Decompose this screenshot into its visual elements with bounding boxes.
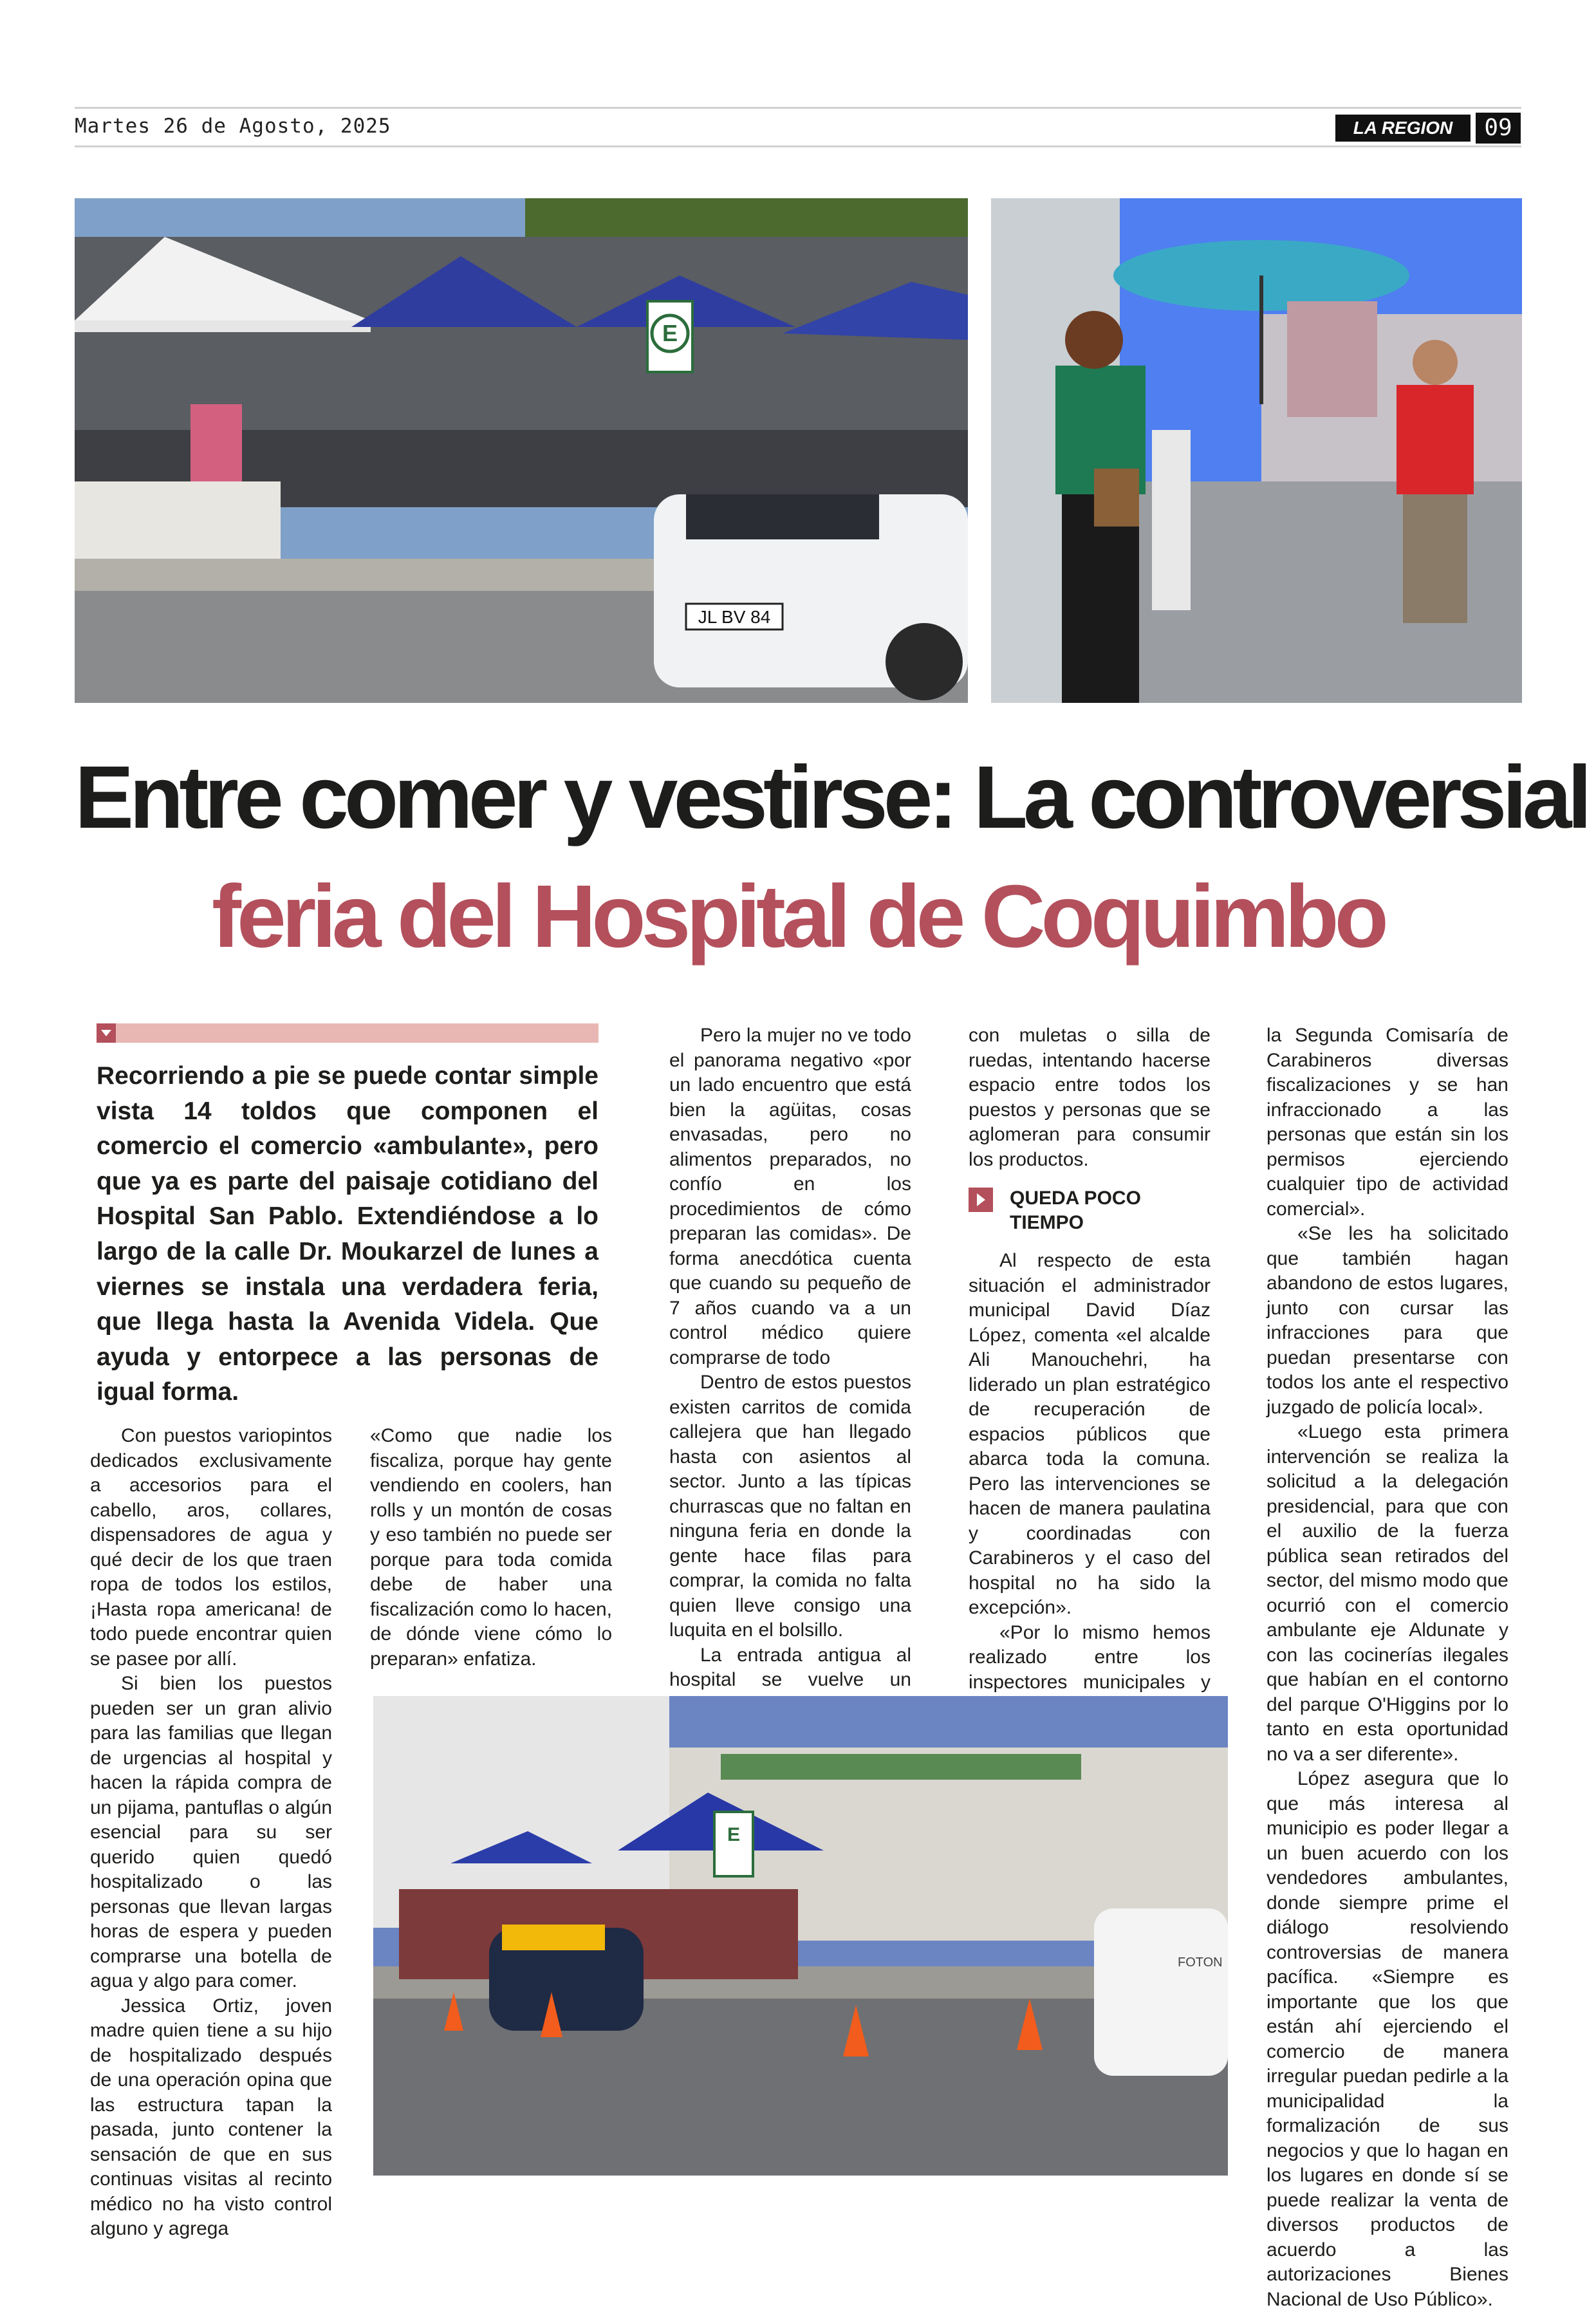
issue-date: Martes 26 de Agosto, 2025 [75,115,391,138]
lead-accent-bar [97,1023,598,1043]
paragraph: «Por lo mismo hemos realizado entre los inspectores municipales y [969,1621,1211,1693]
section-subhead [969,1186,1211,1235]
parking-sign-letter-2: E [727,1824,741,1845]
header-rule-bottom [75,145,1521,147]
headline-line-2: feria del Hospital de Coquimbo [212,867,1384,966]
page-number: 09 [1476,113,1521,144]
paragraph: Pero la mujer no ve todo el panorama negativo «por un lado encuentro que está bien la agüitas, cosas envasadas, pero no alimentos preparados, no confío en los procedimientos de cómo preparan las comidas». De forma anecdótica cuenta que cuando su pequeño de 7 años cuando va a un control médico quiere comprarse de todo [669,1025,911,1368]
paragraph: Jessica Ortiz, joven madre quien tiene a su hijo de hospitalizado después de una operación opina que las estructura tapan la pasada, junto contener la sensación de que en sus continuas visitas al recinto médico no ha visto control alguno y agrega [90,1995,332,2239]
paragraph: Si bien los puestos pueden ser un gran alivio para las familias que llegan de urgencias al hospital y hacen la rápida compra de un pijama, pantuflas o algún esencial para su ser querido quien quedó hospitalizado o las personas que llevan largas horas de espera y pueden comprarse una botella de agua y algo para comer. [90,1673,332,1991]
article-column-1 [90,1424,332,2242]
lead-marker-icon [97,1023,116,1043]
paragraph: con muletas o silla de ruedas, intentando hacerse espacio entre todos los puestos y personas que se aglomeran para consumir los productos. [969,1025,1211,1170]
paragraph: López asegura que lo que más interesa al municipio es poder llegar a un buen acuerdo con los vendedores ambulantes, donde siempre prime el diálogo resolviendo controversias de manera pacífica. «Siempre es importante que los que están ahí ejerciendo el comercio de manera irregular puedan pedirle a la municipalidad la formalización de sus negocios y que lo hagan en los lugares en donde sí se puede realizar la venta de diversos productos de acuerdo a las autorizaciones Bienes Nacional de Uso Público». [1267,1768,1508,2310]
parking-sign-letter: E [662,320,678,346]
photo-street-market [373,1696,1228,2176]
paragraph: «Como que nadie los fiscaliza, porque hay gente vendiendo en coolers, han rolls y un montón de cosas y eso también no puede ser porque para toda comida debe de haber una fiscalización como lo hacen, de dónde viene cómo lo preparan» enfatiza. [370,1425,612,1670]
header-rule-top [75,107,1521,109]
play-arrow-icon [969,1188,993,1212]
paragraph: «Luego esta primera intervención se realiza la solicitud a la delegación presidencial, para que con el auxilio de la fuerza pública sean retirados del sector, del mismo modo que ocurrió con el comercio ambulante eje Aldunate y con las cocinerías ilegales que habían en el contorno del parque O'Higgins por lo tanto en esta oportunidad no va a ser diferente». [1267,1421,1508,1765]
masthead-logo: LA REGION [1335,115,1471,142]
paragraph: Dentro de estos puestos existen carritos de comida callejera que han llegado hasta con asientos al sector. Junto a las típicas churrascas que no faltan en ninguna feria en donde la gente hace filas para comprar, la comida no falta quien lleve consigo una luquita en el bolsillo. [669,1372,911,1641]
article-column-4 [969,1023,1211,1720]
photo-street-umbrella [991,198,1522,703]
article-column-3 [669,1023,911,1742]
paragraph: La entrada antigua al hospital se vuelve un [669,1644,911,1690]
paragraph: la Segunda Comisaría de Carabineros diversas fiscalizaciones y se han infraccionado a las personas que están sin los permisos ejerciendo cualquier tipo de actividad comercial». [1267,1025,1508,1220]
photo-market-tents [75,198,968,703]
paragraph: «Se les ha solicitado que también hagan abandono de estos lugares, junto con cursar las infracciones para que puedan presentarse con todos los ante el respectivo juzgado de policía local». [1267,1223,1508,1418]
license-plate: JL BV 84 [698,607,771,627]
paragraph: Al respecto de esta situación el administrador municipal David Díaz López, comenta «el alcalde Ali Manouchehri, ha liderado un plan estratégico de recuperación de espacios públicos que abarca toda la comuna. Pero las intervenciones se hacen de manera paulatina y coordinadas con Carabineros y el caso del hospital no ha sido la excepción». [969,1250,1211,1618]
truck-brand: FOTON [1178,1955,1223,1970]
article-column-2 [370,1424,612,1672]
subhead-text: QUEDA POCO TIEMPO [1010,1188,1141,1233]
article-column-5 [1267,1023,1508,2312]
lead-paragraph: Recorriendo a pie se puede contar simple vista 14 toldos que componen el comercio el comercio «ambulante», pero que ya es parte del paisaje cotidiano del Hospital San Pablo. Extendiéndose a lo largo de la calle Dr. Moukarzel de lunes a viernes se instala una verdadera feria, que llega hasta la Avenida Videla. Que ayuda y entorpece a las personas de igual forma. [97,1062,598,1406]
headline-line-1: Entre comer y vestirse: La controversial [75,748,1588,847]
paragraph: Con puestos variopintos dedicados exclusivamente a accesorios para el cabello, aros, collares, dispensadores de agua y qué decir de los que traen ropa de todos los estilos, ¡Hasta ropa americana! de todo puede encontrar quien se pasee por allí. [90,1425,332,1670]
